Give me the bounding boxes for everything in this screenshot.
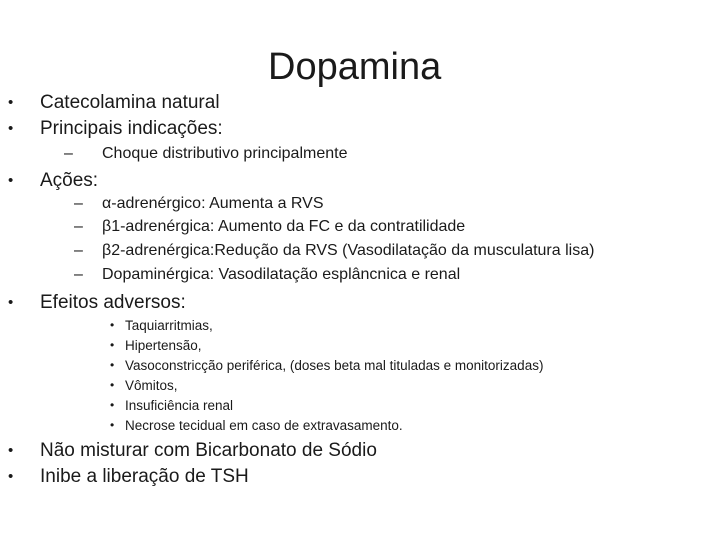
sub-item-text: β2-adrenérgica:Redução da RVS (Vasodilatação da musculatura lisa) bbox=[102, 242, 595, 259]
bullet-text: Não misturar com Bicarbonato de Sódio bbox=[40, 440, 377, 461]
dash-icon: – bbox=[64, 145, 73, 162]
sub-item-text: Dopaminérgica: Vasodilatação esplâncnica e renal bbox=[102, 266, 461, 283]
bullet-dot-icon: • bbox=[110, 338, 115, 352]
dash-icon: – bbox=[74, 266, 83, 283]
bullet-dot-icon: • bbox=[8, 442, 14, 459]
bullet-dot-icon: • bbox=[110, 318, 115, 332]
bullet-dot-icon: • bbox=[110, 398, 115, 412]
bullet-text: Principais indicações: bbox=[40, 118, 223, 139]
adverse-item-text: Vasoconstricção periférica, (doses beta mal tituladas e monitorizadas) bbox=[125, 358, 544, 373]
adverse-item-text: Necrose tecidual em caso de extravasamento. bbox=[125, 418, 403, 433]
slide-title: Dopamina bbox=[268, 46, 442, 88]
bullet-dot-icon: • bbox=[110, 378, 115, 392]
adverse-item-text: Taquiarritmias, bbox=[125, 318, 213, 333]
bullet-text: Efeitos adversos: bbox=[40, 292, 186, 313]
sub-item-text: α-adrenérgico: Aumenta a RVS bbox=[102, 195, 324, 212]
bullet-dot-icon: • bbox=[8, 294, 14, 311]
bullet-dot-icon: • bbox=[110, 358, 115, 372]
bullet-text: Catecolamina natural bbox=[40, 92, 220, 113]
bullet-dot-icon: • bbox=[8, 468, 14, 485]
bullet-dot-icon: • bbox=[8, 172, 14, 189]
dash-icon: – bbox=[74, 242, 83, 259]
bullet-text: Ações: bbox=[40, 170, 99, 191]
dash-icon: – bbox=[74, 218, 83, 235]
adverse-item-text: Hipertensão, bbox=[125, 338, 202, 353]
bullet-dot-icon: • bbox=[8, 94, 14, 111]
bullet-dot-icon: • bbox=[110, 418, 115, 432]
dash-icon: – bbox=[74, 195, 83, 212]
bullet-dot-icon: • bbox=[8, 120, 14, 137]
bullet-text: Inibe a liberação de TSH bbox=[40, 466, 249, 487]
adverse-item-text: Insuficiência renal bbox=[125, 398, 234, 413]
sub-item-text: Choque distributivo principalmente bbox=[102, 145, 348, 162]
sub-item-text: β1-adrenérgica: Aumento da FC e da contratilidade bbox=[102, 218, 466, 235]
adverse-item-text: Vômitos, bbox=[125, 378, 178, 393]
